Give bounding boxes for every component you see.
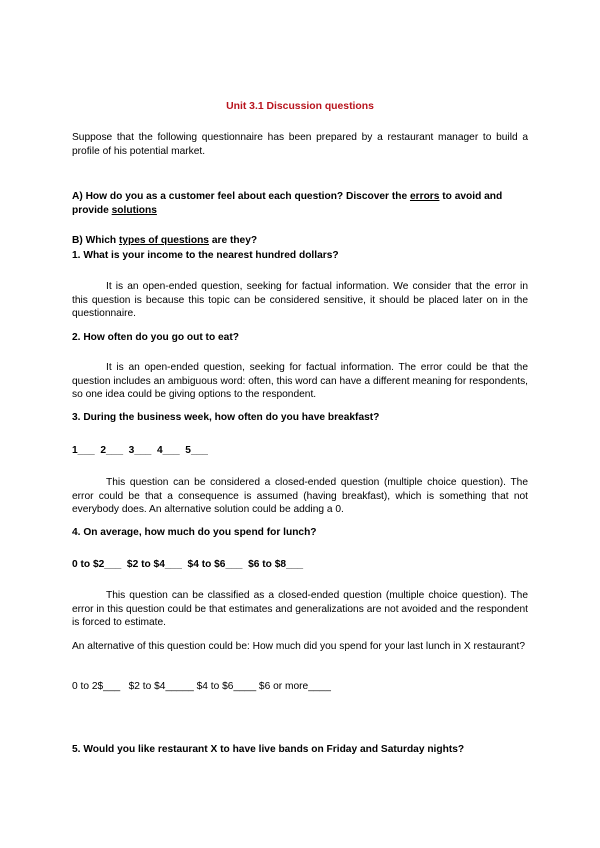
section-a-heading	[72, 190, 528, 217]
solutions-term: solutions	[111, 204, 157, 216]
alternative-4: An alternative of this question could be: How much did you spend for your last lunch in X restaurant?	[72, 641, 526, 652]
answer-1	[72, 280, 528, 321]
question-5: 5. Would you like restaurant X to have live bands on Friday and Saturday nights?	[72, 744, 465, 755]
question-3: 3. During the business week, how often do you have breakfast?	[72, 412, 380, 423]
section-b-heading	[72, 234, 528, 248]
answer-3-text: This question can be considered a closed-ended question (multiple choice question). The error could be that a consequence is assumed (having breakfast), which is something that not everybody does. An alternative solution could be adding a 0.	[72, 477, 528, 515]
question-4-options: 0 to $2___ $2 to $4___ $4 to $6___ $6 to $8___	[72, 559, 304, 570]
question-1: 1. What is your income to the nearest hundred dollars?	[72, 250, 339, 261]
answer-1-text: It is an open-ended question, seeking for factual information. We consider that the error in this question is because this topic can be considered sensitive, it should be placed later on in the questionnaire.	[72, 281, 528, 319]
types-term: types of questions	[118, 235, 209, 246]
answer-2	[72, 361, 528, 402]
section-b-prefix: B) Which	[72, 235, 119, 246]
question-3-options: 1___ 2___ 3___ 4___ 5___	[72, 445, 208, 456]
answer-2-text: It is an open-ended question, seeking for factual information. The error could be that the question includes an ambiguous word: often, this word can have a different meaning for respondents, so one idea could be giving options to the respondent.	[72, 362, 528, 400]
errors-term: errors	[409, 191, 440, 202]
question-2: 2. How often do you go out to eat?	[72, 332, 239, 343]
answer-4-text: This question can be classified as a closed-ended question (multiple choice question). The error in this question could be that estimates and generalizations are not avoided and the respondent is forced to estimate.	[72, 590, 528, 628]
page-title: Unit 3.1 Discussion questions	[226, 101, 374, 112]
question-4: 4. On average, how much do you spend for lunch?	[72, 527, 317, 538]
section-a-middle: to avoid and provide	[72, 191, 503, 216]
intro-paragraph: Suppose that the following questionnaire has been prepared by a restaurant manager to build a profile of his potential market.	[72, 132, 528, 157]
section-b-suffix: are they?	[208, 235, 258, 246]
answer-4	[72, 589, 528, 630]
alternative-4-options: 0 to 2$___ $2 to $4_____ $4 to $6____ $6 or more____	[72, 681, 331, 692]
answer-3	[72, 476, 528, 517]
section-a-prefix: A) How do you as a customer feel about each question? Discover the	[72, 191, 410, 202]
